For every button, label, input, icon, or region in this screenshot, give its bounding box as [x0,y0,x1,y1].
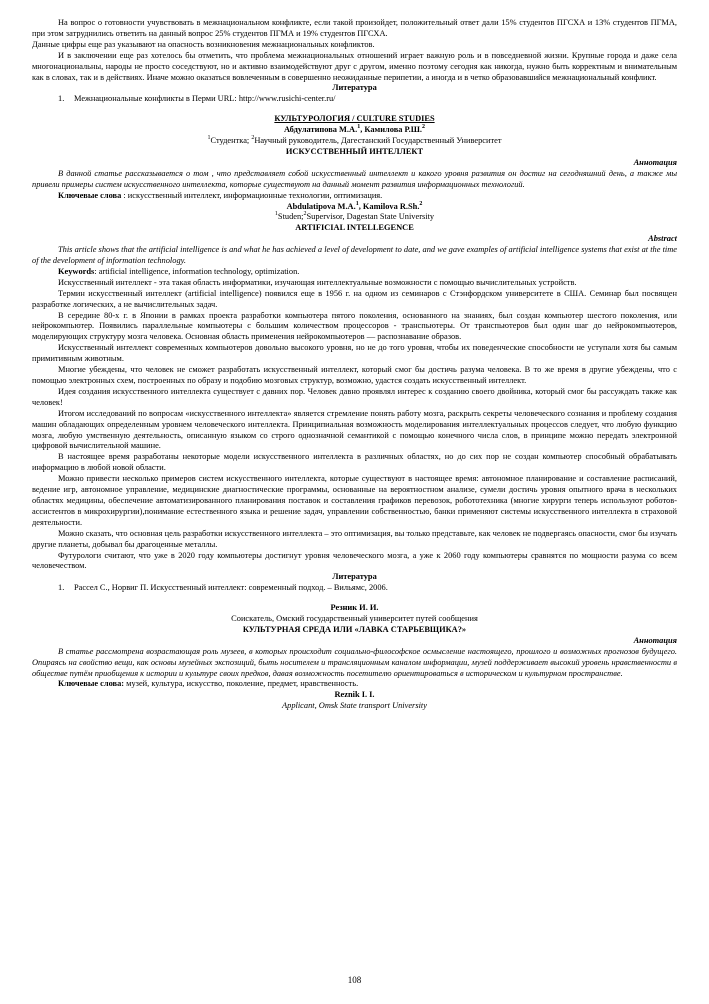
article-authors-ru: Абдулатипова М.А.$^1$, Камилова Р.Ш.$^2$ [284,124,425,135]
keywords-ru: Ключевые слова : искусственный интеллект, информационные технологии, оптимизация. [58,190,383,200]
page-content [32,18,677,712]
article-title-ru: ИСКУССТВЕННЫЙ ИНТЕЛЛЕКТ [285,146,424,156]
annotation-label: Аннотация [633,635,677,645]
paragraph: В середине 80-х г. в Японии в рамках проекта разработки компьютера пятого поколения, основанного на знаниях, был создан компьютер шестого поколения, или нейрокомпьютер. Появились параллельные компьютеры с большим количеством процессоров - транспьютеры. От транспьютеров был один шаг до нейрокомпьютеров, моделирующих структуру мозга человека. Основная область применения нейрокомпьютеров — распознавание образов. [32,310,677,342]
article-affiliation-ru: Соискатель, Омский государственный университет путей сообщения [231,614,478,624]
section-heading: КУЛЬТУРОЛОГИЯ / CULTURE STUDIES [274,114,435,124]
abstract-label: Abstract [648,234,677,244]
paragraph: На вопрос о готовности учувствовать в межнациональном конфликте, если такой произойдет, положительный ответ дали 15% студентов ПГСХА и 13% студентов ПГМА, при этом затруднились ответить на данный вопрос 25% студентов ПГМА и 19% студентов ПГСХА. [32,18,677,38]
paragraph: И в заключении еще раз хотелось бы отметить, что проблема межнациональных отношений играет важную роль и в повседневной жизни. Крупные города и даже села многонациональны, народы не просто соседствуют, но и активно взаимодействуют друг с другом, именно поэтому сегодня как никогда, нужно быть корректным и внимательным как в словах, так и в действиях. Иначе можно оказаться вовлеченным в совершенно неожиданные перипетии, а иногда и в четко образовавшийся межнациональный конфликт. [32,50,677,82]
article-affiliation-ru: $^1$Студентка; $^2$Научный руководитель, Дагестанский Государственный Университет [207,135,502,146]
keywords-ru: Ключевые слова: музей, культура, искусство, поколение, предмет, нравственность. [58,679,359,689]
annotation-text: В статье рассмотрена возрастающая роль музеев, в которых происходит социально-философское осмысление настоящего, прошлого и возможных прогнозов будущего. Опираясь на свойство вещи, как основы музейных экспозиций, быть носителем и трансляционным каналом информации, музей поддерживает высокий уровень нравственности в обществе путём приобщения к истории и культуре своих предков, давая возможность посетителю ориентироваться в историческом и культурном пространстве. [32,646,677,678]
paragraph: Футурологи считают, что уже в 2020 году компьютеры достигнут уровня человеческого мозга, а уже к 2060 году компьютеры сравнятся по мощности разума со всем человечеством. [32,550,677,571]
paragraph: Термин искусственный интеллект (artificial intelligence) появился еще в 1956 г. на одном из семинаров с Стэнфордском университете в США. Семинар был посвящен разработке логических, а не вычислительных задач. [32,288,677,309]
annotation-text: В данной статье рассказывается о том , что представляет собой искусственный интеллект и какого уровня развития он достиг на сегодняшний день, а также мы привели примеры систем искусственного интеллекта, которые существуют на данный момент развития информационных технологий. [32,168,677,189]
article-author-ru: Резник И. И. [330,603,379,613]
abstract-text: This article shows that the artificial intelligence is and what he has achieved a level of development to date, and we gave examples of artificial intelligence systems that exist at the time of the development of information technology. [32,245,677,266]
article-title-ru: КУЛЬТУРНАЯ СРЕДА ИЛИ «ЛАВКА СТАРЬЕВЩИКА?» [242,624,467,634]
annotation-label: Аннотация [633,157,677,167]
paragraph: Итогом исследований по вопросам «искусственного интеллекта» является стремление понять работу мозга, раскрыть секреты человеческого сознания и проблему создания машин обладающих определенным уровнем человеческого интеллекта. Принципиальная возможность моделирования интеллектуальных процессов следует, что любую функцию мозга, любую умственную деятельность, описанную языком со строго однозначной семантикой с помощью конечного числа слов, в принципе можно передать электронной цифровой вычислительной машине. [32,408,677,451]
article-affiliation-en: $^1$Studen;$^2$Supervisor, Dagestan State University [274,211,435,222]
paragraph: Искусственный интеллект - эта такая область информатики, изучающая интеллектуальные возможности с помощью вычислительных устройств. [58,277,577,287]
paragraph: Данные цифры еще раз указывают на опасность возникновения межнациональных конфликтов. [32,39,375,49]
page-number: 108 [347,975,362,985]
paragraph: Можно привести несколько примеров систем искусственного интеллекта, которые существуют в настоящее время: автономное планирование и составление расписаний, ведение игр, автономное управление, медицинские диагностические программы, основанные на вероятностном анализе, сумели достичь уровня опытного врача в нескольких областях медицины, обеспечение автоматизированного планирования поставок и составления графиков перевозок, робототехника (многие хирурги теперь используют роботов-ассистентов в микрохирургии),понимание естественного языка и решение задач, управлении собственностью, банки применяют системы искусственного интеллекта в страховой деятельности. [32,474,677,527]
article-title-en: ARTIFICIAL INTELLEGENCE [295,223,414,233]
paragraph: Многие убеждены, что человек не сможет разработать искусственный интеллект, который смог бы достичь разума человека. В то же время в другие убеждены, что с помощью электронных схем, построенных по образу и подобию мозговых структур, возможно, удастся создать искусственный интеллект. [32,365,677,385]
article-affiliation-en: Applicant, Omsk State transport University [282,701,427,711]
paragraph: Искусственный интеллект современных компьютеров довольно высокого уровня, но не до того уровня, чтобы их поведенческие способности не уступали хотя бы самым примитивным животным. [32,343,677,364]
paragraph: В настоящее время разработаны некоторые модели искусственного интеллекта в различных областях, но до сих пор не создан компьютер способный обрабатывать информацию в любой новой области. [32,452,677,473]
paragraph: Можно сказать, что основная цель разработки искусственного интеллекта – это оптимизация, вы только представьте, как человек не подвергаясь опасности, смог бы изучать другие планеты, добывал бы драгоценные металлы. [32,528,677,549]
article-author-en: Reznik I. I. [334,690,375,700]
references-heading: Литература [332,572,377,582]
references-heading: Литература [332,83,377,93]
paragraph: Идея создания искусственного интеллекта существует с давних пор. Человек давно проявлял интерес к созданию своего двойника, который смог бы рассуждать также как человек! [32,386,677,407]
reference-item: 1. Межнациональные конфликты в Перми URL: http://www.rusichi-center.ru/ [58,94,336,104]
keywords-en: Keywords: artificial intelligence, information technology, optimization. [58,266,300,276]
article-authors-en: Abdulatipova M.A.$^1$, Kamilova R.Sh.$^2$ [286,200,423,211]
reference-item: 1. Рассел С., Норвиг П. Искусственный интеллект: современный подход. – Вильямс, 2006. [58,583,388,593]
